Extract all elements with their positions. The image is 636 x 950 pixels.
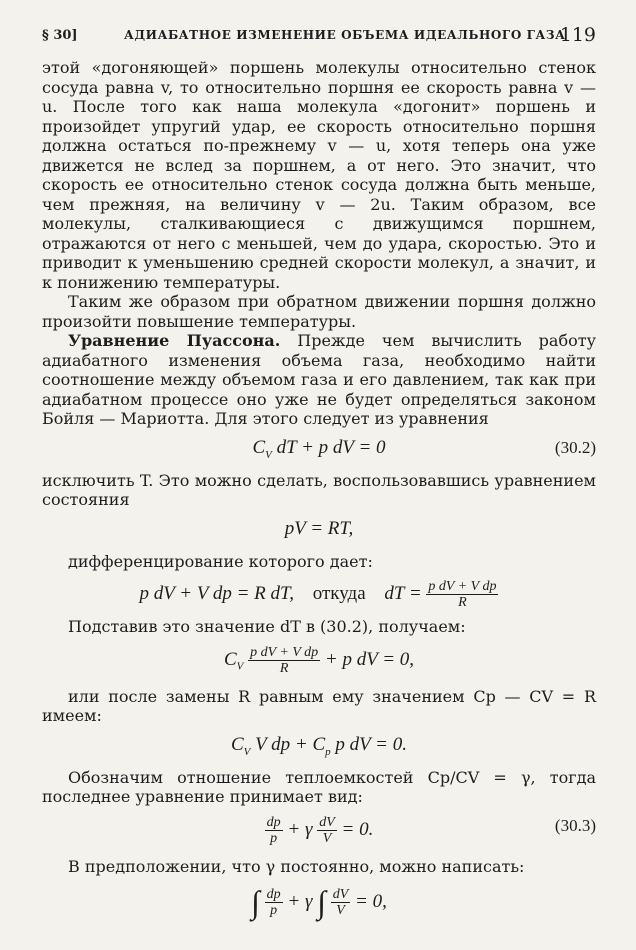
paragraph-5: дифференцирование которого дает: [68, 551, 373, 571]
equation-integral: ∫ $\frac{dp}{p}$ + γ ∫ $\frac{dV}{V}$ = 0, [251, 884, 387, 920]
integral-sign: ∫ [317, 884, 326, 920]
paragraph-9: В предположении, что γ постоянно, можно написать: [68, 856, 525, 876]
integral-sign: ∫ [251, 884, 260, 920]
paragraph-3-text: Прежде чем вычислить работу адиабатного изменения объема газа, необходимо найти соотношение между объемом газа и его давлением, так как при адиабатном процессе оно уже не будет определяться законом Бойля — Мариотта. Для этого следует из уравнения [42, 331, 596, 428]
paragraph-1: этой «догоняющей» поршень молекулы относительно стенок сосуда равна v, то относительно поршня ее скорость равна v — u. После того как наша молекула «догонит» поршень и произойдет упругий удар, ее скорость относительно поршня должна остаться по-прежнему v — u, хотя теперь она уже движется не вслед за поршнем, а от него. Это значит, что скорость ее относительно стенок сосуда должна быть меньше, чем прежняя, на величину v — 2u. Таким образом, все молекулы, сталкивающиеся с движущимся поршнем, отражаются от него с меньшей, чем до удара, скоростью. Это и приводит к уменьшению средней скорости молекул, а значит, и к понижению температуры. [42, 58, 596, 292]
equation-30-2: $C_V$ dT + p dV = 0 (30.2) [252, 436, 596, 461]
equation-state: pV = RT, [284, 517, 354, 539]
paragraph-7: или после замены R равным ему значением Cp — CV = R имеем: [42, 686, 596, 725]
section-number: § 30] [42, 28, 78, 43]
equation-replaced: $C_V$ V dp + $C_p$ p dV = 0. [230, 733, 408, 758]
paragraph-8: Обозначим отношение теплоемкостей Cp/CV = γ, тогда последнее уравнение принимает вид: [42, 767, 596, 806]
page-number: 119 [559, 24, 596, 46]
equation-30-3: $\frac{dp}{p}$ + γ $\frac{dV}{V}$ = 0. (30.3) [266, 814, 596, 846]
poisson-heading: Уравнение Пуассона. [68, 331, 281, 350]
chapter-title: АДИАБАТНОЕ ИЗМЕНЕНИЕ ОБЪЕМА ИДЕАЛЬНОГО ГАЗА [124, 28, 566, 42]
paragraph-4: исключить T. Это можно сделать, воспользовавшись уравнением состояния [42, 470, 596, 509]
equation-substituted: $C_V$ $\frac{\text{p dV + V dp}}{R}$ + p dV = 0, [223, 644, 415, 676]
paragraph-6: Подставив это значение dT в (30.2), получаем: [68, 617, 466, 636]
paragraph-3 [42, 331, 596, 429]
paragraph-2: Таким же образом при обратном движении поршня должно произойти повышение температуры. [42, 292, 596, 331]
equation-differential: p dV + V dp = R dT, откуда dT = $\frac{\text{p dV + V dp}}{R}$ [139, 579, 497, 610]
running-header [42, 22, 596, 58]
equation-label: (30.2) [554, 437, 596, 457]
equation-label: (30.3) [554, 815, 596, 835]
book-page [42, 22, 596, 928]
